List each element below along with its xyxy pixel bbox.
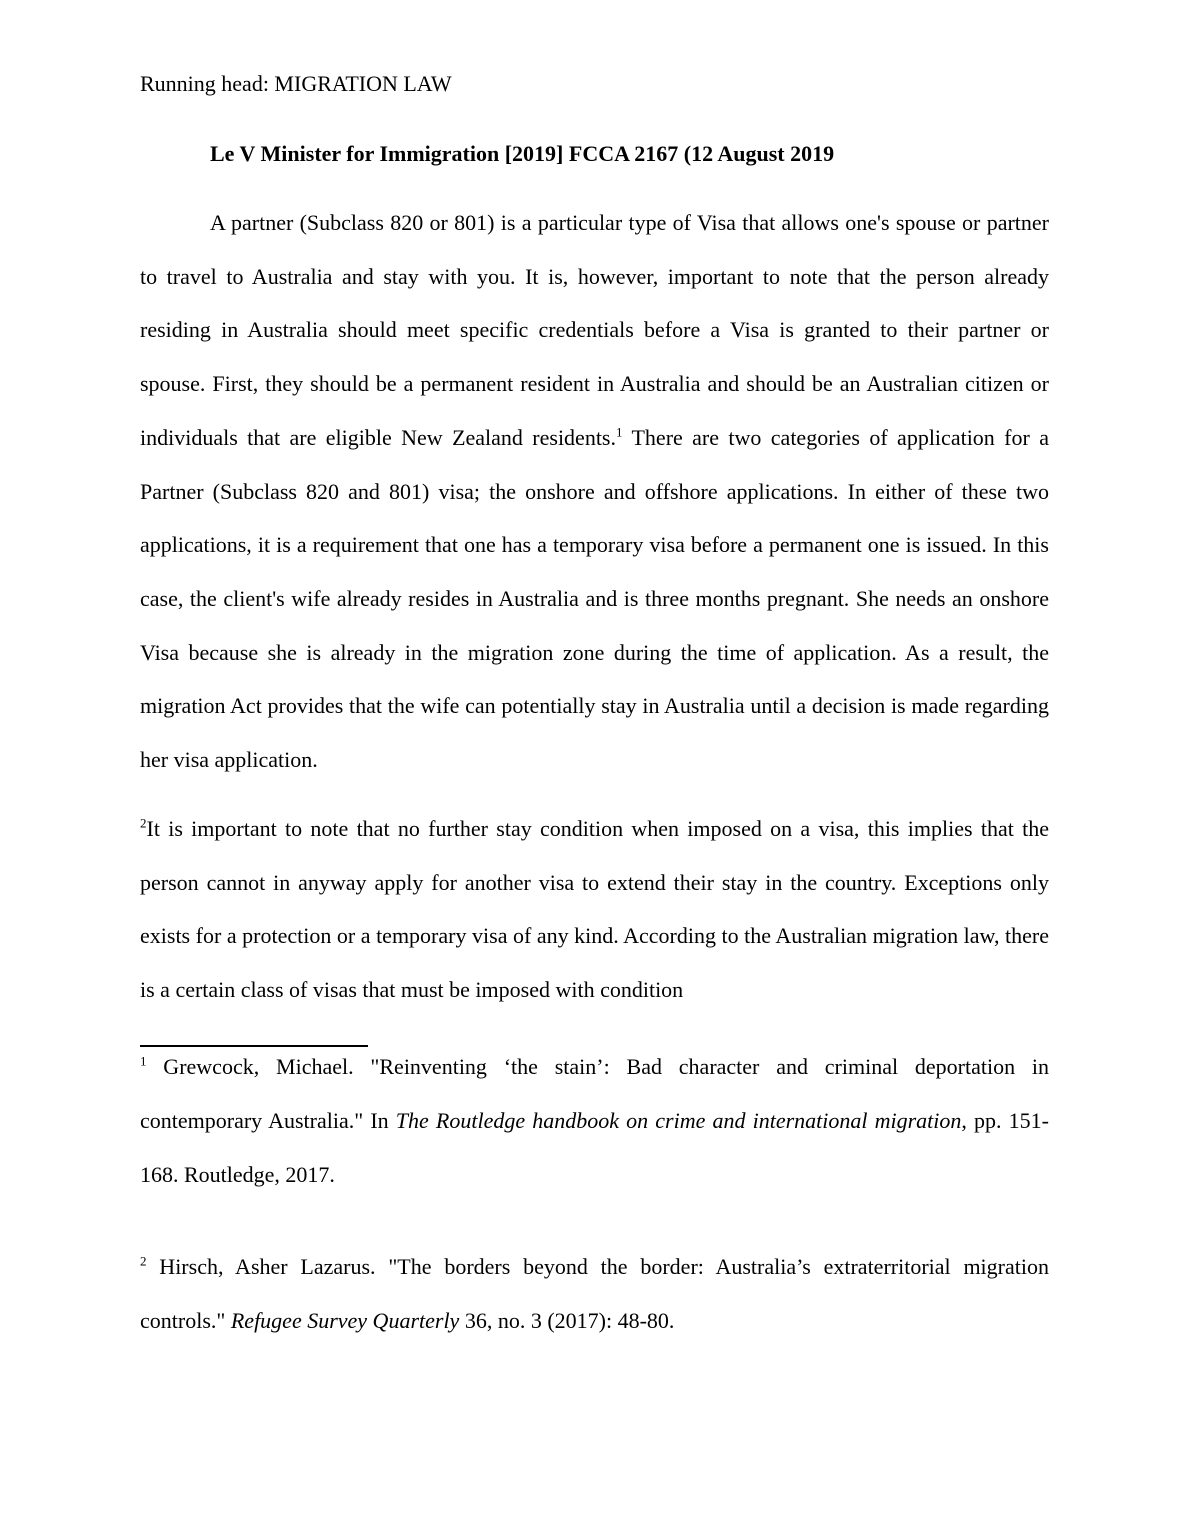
footnote-1-text-before: Grewcock, Michael. "Reinventing ‘the stain’: Bad character and criminal deportation in contemporary Australia." In — [140, 1054, 1049, 1133]
footnote-1-text-after: , pp. 151-168. Routledge, 2017. — [140, 1108, 1050, 1187]
paragraph-2-text: It is important to note that no further stay condition when imposed on a visa, this implies that the person cannot in anyway apply for another visa to extend their stay in the country. Exceptions only exists for a protection or a temporary visa of any kind. According to the Australian migration law, there is a certain class of visas that must be imposed with condition — [140, 816, 1049, 1003]
paragraph-1-text-a: A partner (Subclass 820 or 801) is a particular type of Visa that allows one's spouse or partner to travel to Australia and stay with you. It is, however, important to note that the person already residing in Australia should meet specific credentials before a Visa is granted to their partner or spouse. First, they should be a permanent resident in Australia and should be an Australian citizen or individuals that are eligible New Zealand residents. — [140, 210, 1049, 450]
running-head: Running head: MIGRATION LAW — [140, 71, 452, 96]
footnote-2-mark: 2 — [140, 1253, 147, 1269]
footnote-ref-1[interactable]: 1 — [616, 424, 623, 440]
footnote-ref-2[interactable]: 2 — [140, 815, 147, 831]
footnote-1 — [140, 1040, 1049, 1202]
body-paragraph-1 — [140, 196, 1049, 787]
footnote-1-italic-title: The Routledge handbook on crime and international migration — [395, 1108, 962, 1133]
paragraph-1-text-b: There are two categories of application for a Partner (Subclass 820 and 801) visa; the onshore and offshore applications. In either of these two applications, it is a requirement that one has a temporary visa before a permanent one is issued. In this case, the client's wife already resides in Australia and is three months pregnant. She needs an onshore Visa because she is already in the migration zone during the time of application. As a result, the migration Act provides that the wife can potentially stay in Australia until a decision is made regarding her visa application. — [140, 424, 1049, 773]
document-title: Le V Minister for Immigration [2019] FCCA 2167 (12 August 2019 — [210, 141, 835, 166]
footnote-2 — [140, 1240, 1049, 1348]
footnote-2-text-before: Hirsch, Asher Lazarus. "The borders beyond the border: Australia’s extraterritorial migration controls." — [140, 1254, 1049, 1333]
body-paragraph-2 — [140, 802, 1049, 1017]
footnote-2-text-after: 36, no. 3 (2017): 48-80. — [459, 1308, 675, 1333]
footnote-1-mark: 1 — [140, 1053, 147, 1069]
footnote-2-italic-title: Refugee Survey Quarterly — [230, 1308, 460, 1333]
